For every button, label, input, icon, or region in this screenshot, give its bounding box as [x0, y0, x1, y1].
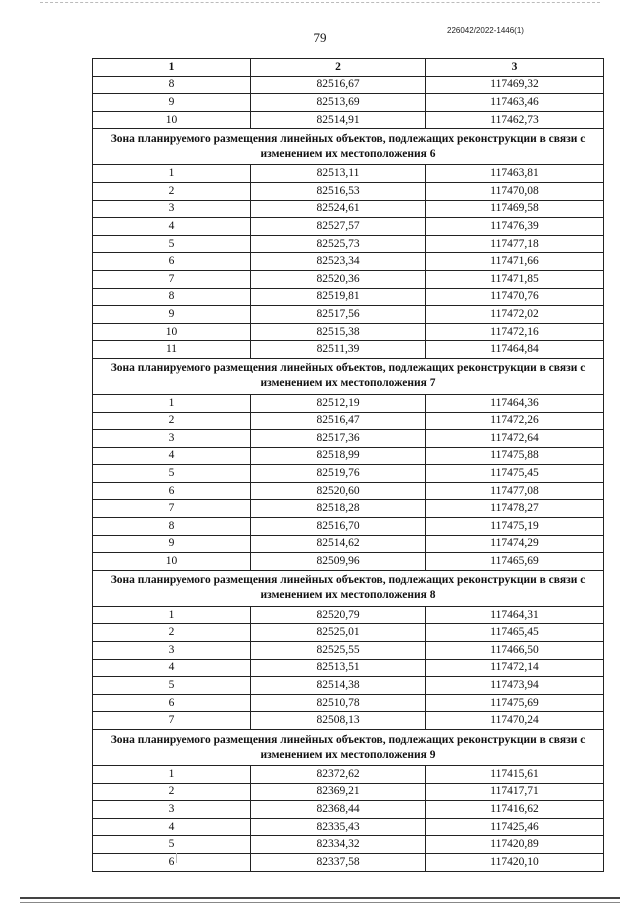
y-coordinate-cell: 117464,84: [426, 341, 604, 359]
table-row: [93, 642, 604, 660]
table-row: [93, 182, 604, 200]
table-row: [93, 270, 604, 288]
point-number-cell: 11: [93, 341, 251, 359]
table-row: [93, 447, 604, 465]
x-coordinate-cell: 82509,96: [251, 553, 426, 571]
table-row: [93, 288, 604, 306]
scan-edge-bottom: [20, 897, 620, 903]
y-coordinate-cell: 117476,39: [426, 218, 604, 236]
y-coordinate-cell: 117472,26: [426, 412, 604, 430]
table-row: [93, 535, 604, 553]
x-coordinate-cell: 82527,57: [251, 218, 426, 236]
zone-title-row: [93, 129, 604, 165]
zone-title: Зона планируемого размещения линейных объектов, подлежащих реконструкции в связи с изменением их местоположения 8: [93, 570, 604, 606]
y-coordinate-cell: 117475,45: [426, 465, 604, 483]
point-number-cell: 2: [93, 624, 251, 642]
table-row: [93, 482, 604, 500]
x-coordinate-cell: 82513,51: [251, 659, 426, 677]
y-coordinate-cell: 117416,62: [426, 801, 604, 819]
y-coordinate-cell: 117471,66: [426, 253, 604, 271]
table-row: [93, 235, 604, 253]
x-coordinate-cell: 82334,32: [251, 836, 426, 854]
table-row: [93, 500, 604, 518]
point-number-cell: 6: [93, 253, 251, 271]
point-number-cell: 8: [93, 76, 251, 94]
point-number-cell: 8: [93, 288, 251, 306]
point-number-cell: 10: [93, 111, 251, 129]
y-coordinate-cell: 117475,88: [426, 447, 604, 465]
point-number-cell: 7: [93, 270, 251, 288]
table-row: [93, 253, 604, 271]
y-coordinate-cell: 117425,46: [426, 818, 604, 836]
x-coordinate-cell: 82514,62: [251, 535, 426, 553]
x-coordinate-cell: 82513,69: [251, 94, 426, 112]
point-number-cell: 1: [93, 606, 251, 624]
y-coordinate-cell: 117463,46: [426, 94, 604, 112]
point-number-cell: 4: [93, 659, 251, 677]
table-header-row: [93, 59, 604, 77]
point-number-cell: 3: [93, 430, 251, 448]
zone-title-row: [93, 358, 604, 394]
table-row: [93, 818, 604, 836]
point-number-cell: 4: [93, 447, 251, 465]
table-row: [93, 341, 604, 359]
table-row: [93, 412, 604, 430]
x-coordinate-cell: 82516,53: [251, 182, 426, 200]
table-row: [93, 306, 604, 324]
point-number-cell: 2: [93, 182, 251, 200]
zone-title-row: [93, 730, 604, 766]
point-number-cell: 3: [93, 200, 251, 218]
x-coordinate-cell: 82520,79: [251, 606, 426, 624]
y-coordinate-cell: 117470,24: [426, 712, 604, 730]
point-number-cell: 8: [93, 518, 251, 536]
table-row: [93, 518, 604, 536]
y-coordinate-cell: 117477,08: [426, 482, 604, 500]
zone-title: Зона планируемого размещения линейных объектов, подлежащих реконструкции в связи с изменением их местоположения 9: [93, 730, 604, 766]
table-row: [93, 165, 604, 183]
scan-mark: [176, 853, 177, 863]
y-coordinate-cell: 117415,61: [426, 766, 604, 784]
point-number-cell: 2: [93, 783, 251, 801]
x-coordinate-cell: 82512,19: [251, 394, 426, 412]
y-coordinate-cell: 117466,50: [426, 642, 604, 660]
y-coordinate-cell: 117472,16: [426, 323, 604, 341]
x-coordinate-cell: 82511,39: [251, 341, 426, 359]
zone-title: Зона планируемого размещения линейных объектов, подлежащих реконструкции в связи с изменением их местоположения 7: [93, 358, 604, 394]
column-header-y: 3: [426, 59, 604, 77]
column-header-x: 2: [251, 59, 426, 77]
y-coordinate-cell: 117465,69: [426, 553, 604, 571]
x-coordinate-cell: 82513,11: [251, 165, 426, 183]
y-coordinate-cell: 117464,36: [426, 394, 604, 412]
table-row: [93, 783, 604, 801]
column-header-point: 1: [93, 59, 251, 77]
zone-title-row: [93, 570, 604, 606]
y-coordinate-cell: 117472,14: [426, 659, 604, 677]
table-row: [93, 677, 604, 695]
x-coordinate-cell: 82517,56: [251, 306, 426, 324]
y-coordinate-cell: 117469,32: [426, 76, 604, 94]
point-number-cell: 1: [93, 766, 251, 784]
x-coordinate-cell: 82335,43: [251, 818, 426, 836]
x-coordinate-cell: 82518,99: [251, 447, 426, 465]
x-coordinate-cell: 82514,38: [251, 677, 426, 695]
y-coordinate-cell: 117420,89: [426, 836, 604, 854]
table-row: [93, 200, 604, 218]
point-number-cell: 6: [93, 694, 251, 712]
point-number-cell: 3: [93, 801, 251, 819]
y-coordinate-cell: 117474,29: [426, 535, 604, 553]
x-coordinate-cell: 82372,62: [251, 766, 426, 784]
table-row: [93, 801, 604, 819]
point-number-cell: 4: [93, 218, 251, 236]
point-number-cell: 1: [93, 165, 251, 183]
y-coordinate-cell: 117472,02: [426, 306, 604, 324]
x-coordinate-cell: 82368,44: [251, 801, 426, 819]
x-coordinate-cell: 82519,81: [251, 288, 426, 306]
y-coordinate-cell: 117463,81: [426, 165, 604, 183]
x-coordinate-cell: 82510,78: [251, 694, 426, 712]
table-row: [93, 836, 604, 854]
y-coordinate-cell: 117462,73: [426, 111, 604, 129]
coordinates-table: [92, 58, 604, 872]
x-coordinate-cell: 82516,67: [251, 76, 426, 94]
y-coordinate-cell: 117470,08: [426, 182, 604, 200]
point-number-cell: 1: [93, 394, 251, 412]
table-row: [93, 606, 604, 624]
point-number-cell: 7: [93, 712, 251, 730]
point-number-cell: 5: [93, 465, 251, 483]
x-coordinate-cell: 82516,47: [251, 412, 426, 430]
table-row: [93, 659, 604, 677]
x-coordinate-cell: 82518,28: [251, 500, 426, 518]
x-coordinate-cell: 82524,61: [251, 200, 426, 218]
point-number-cell: 4: [93, 818, 251, 836]
x-coordinate-cell: 82515,38: [251, 323, 426, 341]
y-coordinate-cell: 117420,10: [426, 853, 604, 871]
table-row: [93, 94, 604, 112]
scan-edge-top: [40, 2, 600, 4]
table-row: [93, 111, 604, 129]
table-row: [93, 766, 604, 784]
document-id: 226042/2022-1446(1): [447, 26, 524, 35]
x-coordinate-cell: 82525,55: [251, 642, 426, 660]
page-number: 79: [313, 30, 327, 45]
point-number-cell: 10: [93, 553, 251, 571]
x-coordinate-cell: 82525,01: [251, 624, 426, 642]
y-coordinate-cell: 117473,94: [426, 677, 604, 695]
x-coordinate-cell: 82519,76: [251, 465, 426, 483]
table-row: [93, 394, 604, 412]
point-number-cell: 5: [93, 677, 251, 695]
point-number-cell: 6: [93, 853, 251, 871]
table-row: [93, 76, 604, 94]
y-coordinate-cell: 117475,69: [426, 694, 604, 712]
point-number-cell: 5: [93, 836, 251, 854]
y-coordinate-cell: 117417,71: [426, 783, 604, 801]
y-coordinate-cell: 117470,76: [426, 288, 604, 306]
table-row: [93, 323, 604, 341]
point-number-cell: 6: [93, 482, 251, 500]
point-number-cell: 7: [93, 500, 251, 518]
x-coordinate-cell: 82525,73: [251, 235, 426, 253]
x-coordinate-cell: 82520,60: [251, 482, 426, 500]
table-row: [93, 430, 604, 448]
x-coordinate-cell: 82523,34: [251, 253, 426, 271]
point-number-cell: 2: [93, 412, 251, 430]
x-coordinate-cell: 82520,36: [251, 270, 426, 288]
x-coordinate-cell: 82337,58: [251, 853, 426, 871]
point-number-cell: 9: [93, 306, 251, 324]
table-row: [93, 218, 604, 236]
point-number-cell: 10: [93, 323, 251, 341]
y-coordinate-cell: 117478,27: [426, 500, 604, 518]
point-number-cell: 3: [93, 642, 251, 660]
table-row: [93, 624, 604, 642]
y-coordinate-cell: 117475,19: [426, 518, 604, 536]
table-row: [93, 853, 604, 871]
point-number-cell: 9: [93, 535, 251, 553]
y-coordinate-cell: 117477,18: [426, 235, 604, 253]
table-row: [93, 553, 604, 571]
x-coordinate-cell: 82514,91: [251, 111, 426, 129]
x-coordinate-cell: 82369,21: [251, 783, 426, 801]
table-row: [93, 465, 604, 483]
x-coordinate-cell: 82508,13: [251, 712, 426, 730]
table-row: [93, 694, 604, 712]
point-number-cell: 9: [93, 94, 251, 112]
y-coordinate-cell: 117471,85: [426, 270, 604, 288]
table-row: [93, 712, 604, 730]
y-coordinate-cell: 117465,45: [426, 624, 604, 642]
coordinates-table-body: [93, 59, 604, 872]
x-coordinate-cell: 82517,36: [251, 430, 426, 448]
x-coordinate-cell: 82516,70: [251, 518, 426, 536]
zone-title: Зона планируемого размещения линейных объектов, подлежащих реконструкции в связи с изменением их местоположения 6: [93, 129, 604, 165]
point-number-cell: 5: [93, 235, 251, 253]
y-coordinate-cell: 117464,31: [426, 606, 604, 624]
y-coordinate-cell: 117469,58: [426, 200, 604, 218]
y-coordinate-cell: 117472,64: [426, 430, 604, 448]
